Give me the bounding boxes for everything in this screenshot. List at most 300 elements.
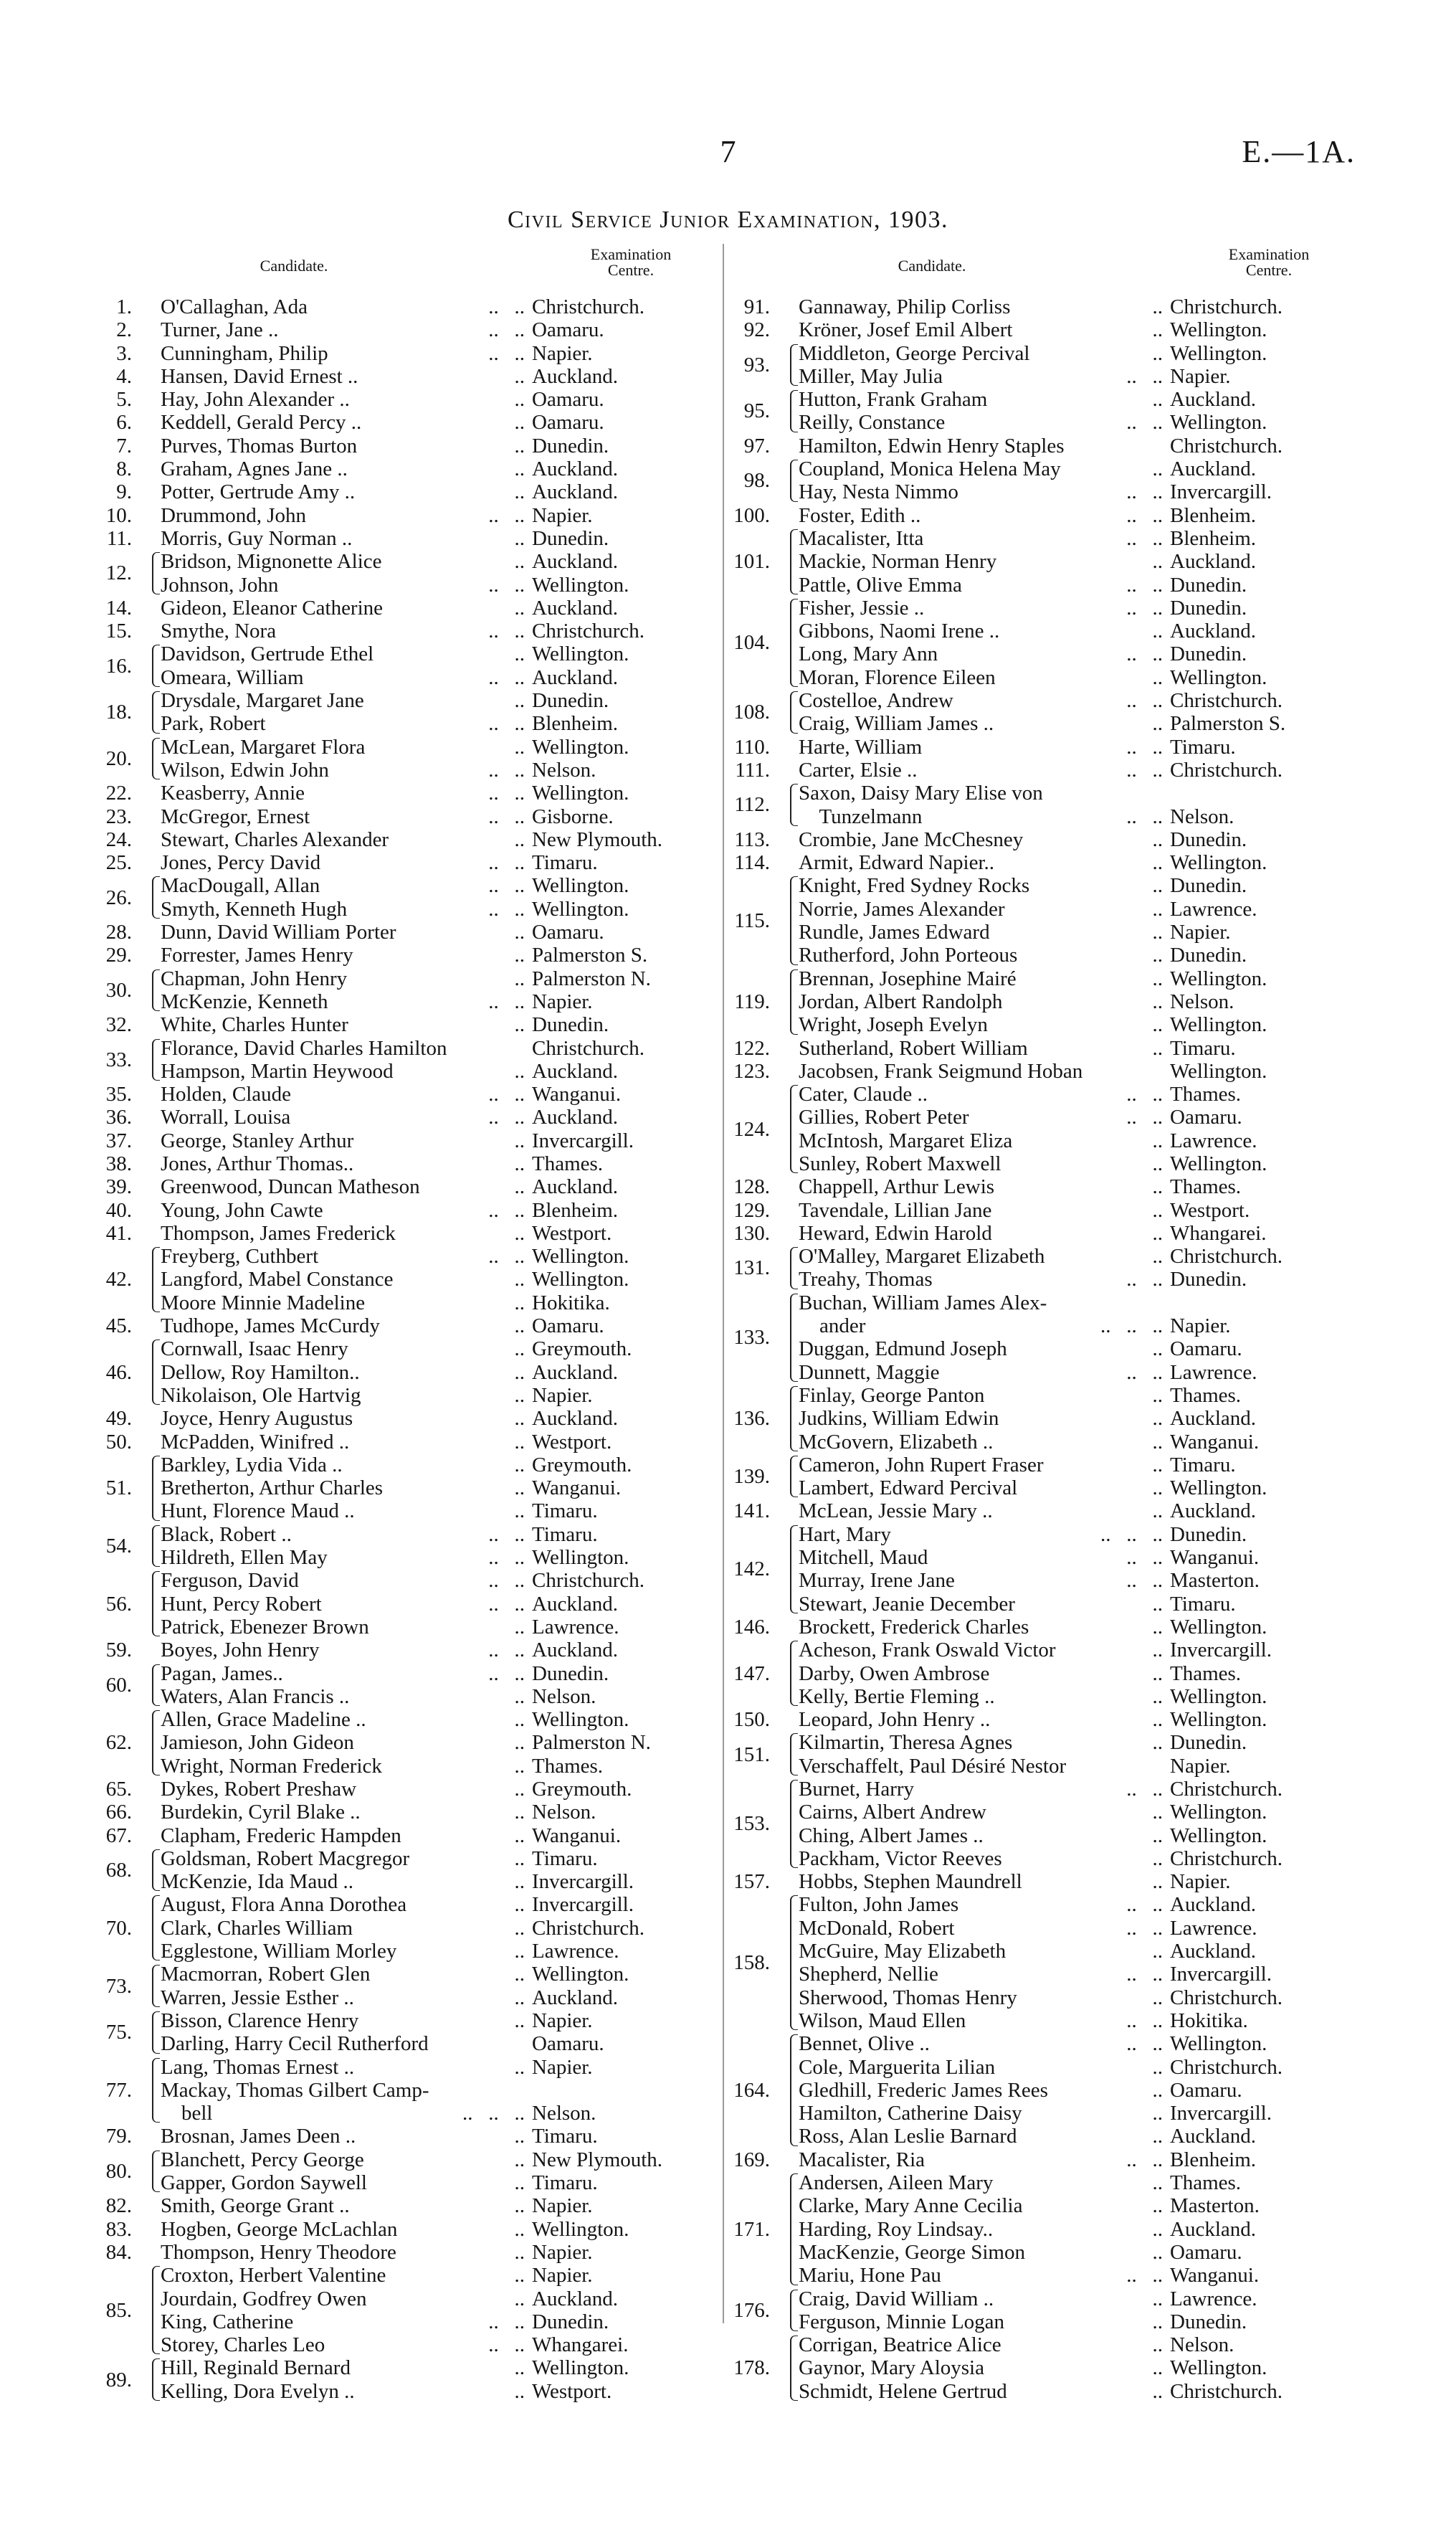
- candidate-row: [724, 1431, 1355, 1454]
- leader-dots: .. ..: [1126, 480, 1163, 504]
- examination-centre: Timaru.: [532, 1522, 598, 1546]
- candidate-entry: [86, 1454, 717, 1523]
- candidate-row: [86, 1824, 717, 1847]
- candidate-name: Cairns, Albert Andrew: [799, 1801, 986, 1824]
- leader-dots: .. ..: [488, 712, 525, 736]
- candidate-row: [86, 2264, 717, 2287]
- leader-dots: ..: [514, 1360, 525, 1384]
- candidate-name: Crombie, Jane McChesney: [799, 828, 1024, 851]
- leader-dots: ..: [1152, 897, 1163, 921]
- leader-dots: ..: [1152, 2287, 1163, 2310]
- candidate-row: [724, 1129, 1355, 1152]
- candidate-row: [724, 342, 1355, 365]
- candidate-row: [86, 1523, 717, 1546]
- candidate-name: Mariu, Hone Pau: [799, 2264, 941, 2287]
- candidate-row: [724, 805, 1355, 828]
- examination-centre: Christchurch.: [1170, 758, 1283, 782]
- candidate-row: [724, 1523, 1355, 1546]
- leader-dots: ..: [514, 1129, 525, 1152]
- rank-number: 68.: [105, 1859, 132, 1882]
- leader-dots: ..: [514, 1870, 525, 1894]
- examination-centre: Wellington.: [532, 2217, 629, 2241]
- candidate-row: [724, 712, 1355, 735]
- candidate-name: Hampson, Martin Heywood: [161, 1059, 394, 1083]
- rank-number: 35.: [105, 1083, 132, 1106]
- examination-centre: New Plymouth.: [532, 2148, 663, 2171]
- candidate-row: [724, 874, 1355, 897]
- candidate-name: Lang, Thomas Ernest ..: [161, 2055, 355, 2079]
- candidate-row: [86, 1175, 717, 1198]
- rank-number: 33.: [105, 1048, 132, 1071]
- leader-dots: ..: [514, 1013, 525, 1037]
- candidate-name: Clarke, Mary Anne Cecilia: [799, 2194, 1023, 2218]
- leader-dots: ..: [1152, 2379, 1163, 2403]
- examination-centre: Timaru.: [532, 2125, 598, 2148]
- candidate-entry: [724, 851, 1355, 874]
- candidate-name: Darby, Owen Ambrose: [799, 1661, 990, 1685]
- candidate-name: Allen, Grace Madeline ..: [161, 1708, 366, 1732]
- rank-number: 79.: [105, 2125, 132, 2148]
- candidate-name: Harding, Roy Lindsay..: [799, 2217, 994, 2241]
- candidate-name: Jordan, Albert Randolph: [799, 990, 1003, 1013]
- candidate-entry: [86, 1199, 717, 1222]
- candidate-name: Kelling, Dora Evelyn ..: [161, 2379, 355, 2403]
- candidate-row: [86, 851, 717, 874]
- leader-dots: ..: [1152, 1846, 1163, 1870]
- examination-centre: Hokitika.: [532, 1291, 610, 1314]
- examination-centre: Dunedin.: [1170, 643, 1247, 666]
- candidate-name: Keasberry, Annie: [161, 782, 305, 805]
- candidate-entry: [86, 480, 717, 503]
- candidate-row: [86, 411, 717, 434]
- candidate-row: [724, 1106, 1355, 1129]
- leader-dots: ..: [514, 735, 525, 759]
- examination-centre: Invercargill.: [1170, 2102, 1272, 2125]
- examination-centre: Wellington.: [1170, 1152, 1267, 1175]
- candidate-row: [86, 365, 717, 388]
- candidate-entry: [86, 597, 717, 620]
- candidate-entry: [86, 1708, 717, 1778]
- leader-dots: ..: [1152, 1639, 1163, 1662]
- examination-centre: Nelson.: [1170, 805, 1234, 828]
- candidate-entry: [724, 759, 1355, 782]
- candidate-name: George, Stanley Arthur: [161, 1129, 354, 1152]
- candidate-name: Thompson, Henry Theodore: [161, 2240, 396, 2264]
- candidate-name: Jacobsen, Frank Seigmund Hoban: [799, 1059, 1083, 1083]
- examination-centre: Timaru.: [1170, 1592, 1236, 1616]
- rank-number: 176.: [733, 2298, 770, 2322]
- leader-dots: ..: [514, 1940, 525, 1963]
- candidate-name: Freyberg, Cuthbert: [161, 1245, 319, 1269]
- candidate-name: Shepherd, Nellie: [799, 1963, 938, 1986]
- candidate-name: Waters, Alan Francis ..: [161, 1684, 350, 1708]
- examination-centre: Dunedin.: [1170, 573, 1247, 597]
- candidate-name: Sutherland, Robert William: [799, 1036, 1028, 1060]
- candidate-name: Ferguson, David: [161, 1569, 299, 1593]
- examination-centre: Oamaru.: [532, 318, 604, 342]
- candidate-name: Hay, Nesta Nimmo: [799, 480, 958, 504]
- candidate-name: Finlay, George Panton: [799, 1383, 985, 1407]
- candidate-name: Chappell, Arthur Lewis: [799, 1175, 995, 1199]
- candidate-name: Young, John Cawte: [161, 1198, 323, 1222]
- leader-dots: ..: [1152, 1036, 1163, 1060]
- leader-dots: ..: [1152, 851, 1163, 875]
- examination-centre: Lawrence.: [1170, 1360, 1257, 1384]
- candidate-row: [724, 1685, 1355, 1708]
- candidate-name: Long, Mary Ann: [799, 643, 938, 666]
- candidate-row: [724, 666, 1355, 689]
- leader-dots: ..: [1152, 967, 1163, 990]
- leader-dots: ..: [514, 1499, 525, 1523]
- candidate-entry: [86, 1037, 717, 1084]
- leader-dots: .. ..: [1126, 758, 1163, 782]
- rank-number: 54.: [105, 1534, 132, 1557]
- candidate-entry: [86, 782, 717, 805]
- candidate-name: McLean, Jessie Mary ..: [799, 1499, 993, 1523]
- candidate-row: [724, 1662, 1355, 1685]
- candidate-row: [86, 2310, 717, 2333]
- candidate-row: [724, 990, 1355, 1013]
- candidate-row: [724, 1268, 1355, 1291]
- candidate-entry: [86, 365, 717, 388]
- candidate-name: Kröner, Josef Emil Albert: [799, 318, 1013, 342]
- examination-centre: Napier.: [532, 2194, 593, 2218]
- right-column-header: [724, 244, 1355, 295]
- candidate-name: Forrester, James Henry: [161, 944, 353, 967]
- candidate-row: [724, 1199, 1355, 1222]
- candidate-entry: [86, 527, 717, 550]
- examination-centre: Wellington.: [1170, 1615, 1267, 1639]
- rank-number: 2.: [116, 318, 132, 342]
- candidate-header: Candidate.: [898, 257, 966, 275]
- examination-centre: Westport.: [532, 2379, 612, 2403]
- leader-dots: ..: [1152, 665, 1163, 689]
- examination-centre: Oamaru.: [1170, 2240, 1242, 2264]
- candidate-entry: [86, 388, 717, 411]
- leader-dots: ..: [514, 1824, 525, 1847]
- centre-header-text: Examination Centre.: [590, 245, 672, 279]
- examination-centre: Wanganui.: [532, 1824, 622, 1847]
- examination-centre: Wellington.: [532, 735, 629, 759]
- candidate-entry: [86, 2241, 717, 2264]
- leader-dots: ..: [514, 1291, 525, 1314]
- candidate-row: [724, 1546, 1355, 1569]
- candidate-name: Cunningham, Philip: [161, 341, 328, 365]
- leader-dots: ..: [1152, 1708, 1163, 1732]
- candidate-entry: [86, 805, 717, 828]
- leader-dots: ..: [1152, 1592, 1163, 1616]
- examination-centre: Auckland.: [532, 596, 618, 620]
- candidate-row: [724, 1384, 1355, 1407]
- leader-dots: ..: [1152, 1731, 1163, 1755]
- leader-dots: .. ..: [488, 990, 525, 1013]
- candidate-name: Bridson, Mignonette Alice: [161, 550, 382, 574]
- candidate-entry: [724, 597, 1355, 689]
- examination-centre: Blenheim.: [1170, 526, 1257, 550]
- examination-centre: Masterton.: [1170, 2194, 1260, 2218]
- candidate-entry: [86, 1013, 717, 1036]
- candidate-name: Morris, Guy Norman ..: [161, 526, 353, 550]
- candidate-row: [86, 1037, 717, 1060]
- examination-centre: Invercargill.: [532, 1129, 634, 1152]
- rank-number: 146.: [733, 1615, 770, 1639]
- candidate-entry: [724, 1639, 1355, 1708]
- candidate-row: [724, 1801, 1355, 1824]
- candidate-row: [724, 1499, 1355, 1522]
- candidate-row: [86, 1083, 717, 1106]
- candidate-name: Moore Minnie Madeline: [161, 1291, 366, 1314]
- candidate-name: Keddell, Gerald Percy ..: [161, 411, 362, 435]
- candidate-entry: [86, 944, 717, 967]
- candidate-row: [86, 574, 717, 597]
- candidate-name: Stewart, Jeanie December: [799, 1592, 1015, 1616]
- examination-centre: Napier.: [1170, 921, 1231, 944]
- candidate-row: [724, 2333, 1355, 2356]
- examination-centre: Napier.: [532, 503, 593, 527]
- leader-dots: ..: [514, 364, 525, 388]
- candidate-row: [86, 2380, 717, 2403]
- candidate-row: [86, 480, 717, 503]
- leader-dots: ..: [514, 1731, 525, 1755]
- candidate-row: [86, 1337, 717, 1360]
- candidate-row: [724, 480, 1355, 503]
- examination-centre: Dunedin.: [532, 689, 609, 713]
- examination-centre: Nelson.: [1170, 2333, 1234, 2357]
- rank-number: 115.: [734, 909, 770, 932]
- examination-centre: Oamaru.: [532, 1314, 604, 1338]
- candidate-entry: [86, 1407, 717, 1430]
- candidate-row: [86, 921, 717, 944]
- leader-dots: ..: [1152, 1129, 1163, 1152]
- rank-number: 169.: [733, 2148, 770, 2171]
- leader-dots: ..: [1152, 2356, 1163, 2380]
- candidate-row: [724, 1337, 1355, 1360]
- candidate-entry: [724, 828, 1355, 851]
- examination-centre: Wellington.: [1170, 665, 1267, 689]
- rank-number: 157.: [733, 1870, 770, 1894]
- candidate-row: [724, 1060, 1355, 1083]
- leader-dots: ..: [514, 1801, 525, 1824]
- rank-number: 49.: [105, 1407, 132, 1431]
- candidate-name: Drysdale, Margaret Jane: [161, 689, 364, 713]
- rank-number: 38.: [105, 1152, 132, 1175]
- candidate-entry: [86, 295, 717, 318]
- candidate-entry: [724, 2032, 1355, 2148]
- leader-dots: .. ..: [488, 782, 525, 805]
- leader-dots: ..: [514, 1268, 525, 1291]
- left-candidate-list: [86, 295, 717, 2403]
- candidate-row: [86, 2171, 717, 2194]
- rank-number: 62.: [105, 1731, 132, 1755]
- leader-dots: ..: [514, 1615, 525, 1639]
- examination-centre: Dunedin.: [1170, 2310, 1247, 2333]
- examination-centre: Wanganui.: [1170, 2264, 1260, 2287]
- examination-centre: Dunedin.: [1170, 1268, 1247, 1291]
- candidate-entry: [724, 2333, 1355, 2403]
- rank-number: 124.: [733, 1117, 770, 1141]
- candidate-name: Packham, Victor Reeves: [799, 1846, 1002, 1870]
- examination-centre: Auckland.: [1170, 1407, 1256, 1431]
- candidate-name: Cater, Claude ..: [799, 1083, 928, 1106]
- candidate-row: [724, 1870, 1355, 1893]
- leader-dots: ..: [514, 828, 525, 851]
- candidate-row: [86, 527, 717, 550]
- examination-centre: Auckland.: [532, 1175, 618, 1199]
- examination-centre: Westport.: [532, 1430, 612, 1454]
- candidate-entry: [724, 1708, 1355, 1731]
- candidate-name: Jones, Percy David: [161, 851, 321, 875]
- examination-centre: Napier.: [1170, 1754, 1231, 1778]
- leader-dots: .. ..: [488, 897, 525, 921]
- examination-centre: Wellington.: [532, 573, 629, 597]
- examination-centre: Timaru.: [532, 851, 598, 875]
- candidate-row: [86, 1593, 717, 1616]
- leader-dots: ..: [1152, 921, 1163, 944]
- leader-dots: .. ..: [1126, 2148, 1163, 2171]
- candidate-name: Warren, Jessie Esther ..: [161, 1986, 354, 2009]
- candidate-name: Saxon, Daisy Mary Elise von: [799, 782, 1043, 805]
- leader-dots: ..: [1152, 1175, 1163, 1199]
- leader-dots: ..: [514, 1893, 525, 1917]
- candidate-row: [86, 504, 717, 527]
- candidate-name: Darling, Harry Cecil Rutherford: [161, 2032, 429, 2056]
- rank-number: 83.: [105, 2217, 132, 2241]
- candidate-name: Turner, Jane ..: [161, 318, 279, 342]
- rank-number: 56.: [105, 1592, 132, 1616]
- rank-number: 28.: [105, 921, 132, 944]
- rank-number: 8.: [116, 457, 132, 481]
- candidate-name: Smith, George Grant ..: [161, 2194, 350, 2218]
- candidate-row: [86, 1685, 717, 1708]
- examination-centre: Nelson.: [532, 1684, 596, 1708]
- leader-dots: .. ..: [1126, 1916, 1163, 1940]
- rank-number: 95.: [743, 399, 770, 423]
- candidate-entry: [86, 411, 717, 434]
- candidate-row: [86, 1245, 717, 1268]
- leader-dots: .. ..: [1126, 573, 1163, 597]
- examination-centre: Napier.: [532, 2009, 593, 2032]
- candidate-name: McGuire, May Elizabeth: [799, 1940, 1007, 1963]
- examination-centre: Christchurch.: [532, 295, 645, 318]
- rank-number: 60.: [105, 1673, 132, 1697]
- examination-centre: Westport.: [532, 1221, 612, 1245]
- leader-dots: .. ..: [1126, 1569, 1163, 1593]
- leader-dots: ..: [1152, 550, 1163, 574]
- candidate-row: [86, 1291, 717, 1314]
- examination-centre: Blenheim.: [532, 712, 619, 736]
- candidate-row: [86, 1060, 717, 1083]
- candidate-name: Goldsman, Robert Macgregor: [161, 1846, 410, 1870]
- candidate-name: Patrick, Ebenezer Brown: [161, 1615, 369, 1639]
- candidate-name: Joyce, Henry Augustus: [161, 1407, 353, 1431]
- examination-centre: Auckland.: [532, 1986, 618, 2009]
- examination-centre: Nelson.: [532, 1801, 596, 1824]
- candidate-name: Black, Robert ..: [161, 1522, 292, 1546]
- candidate-row: [724, 1222, 1355, 1245]
- leader-dots: .. ..: [488, 318, 525, 342]
- leader-dots: ..: [514, 1916, 525, 1940]
- examination-centre: Auckland.: [532, 364, 618, 388]
- candidate-entry: [724, 1778, 1355, 1870]
- candidate-row: [86, 2079, 717, 2102]
- candidate-row: [724, 1454, 1355, 1476]
- examination-centre: Dunedin.: [1170, 944, 1247, 967]
- leader-dots: ..: [1152, 1013, 1163, 1037]
- candidate-entry: [724, 1175, 1355, 1198]
- candidate-name: Heward, Edwin Harold: [799, 1221, 992, 1245]
- rank-number: 14.: [105, 596, 132, 620]
- candidate-name: Park, Robert: [161, 712, 266, 736]
- rank-number: 3.: [116, 341, 132, 365]
- rank-number: 20.: [105, 746, 132, 770]
- candidate-row: [86, 712, 717, 735]
- leader-dots: ..: [514, 2125, 525, 2148]
- candidate-row: [724, 736, 1355, 759]
- examination-centre: Christchurch.: [1170, 2379, 1283, 2403]
- candidate-name: Nikolaison, Ole Hartvig: [161, 1383, 361, 1407]
- leader-dots: ..: [1152, 2240, 1163, 2264]
- candidate-row: [724, 457, 1355, 480]
- candidate-row: [724, 1917, 1355, 1940]
- candidate-row: [724, 1083, 1355, 1106]
- candidate-name: Worrall, Louisa: [161, 1106, 291, 1129]
- candidate-row: [724, 1013, 1355, 1036]
- candidate-entry: [724, 874, 1355, 967]
- candidate-name: Boyes, John Henry: [161, 1639, 320, 1662]
- examination-centre: Dunedin.: [532, 1661, 609, 1685]
- rank-number: 39.: [105, 1175, 132, 1199]
- candidate-row: [86, 1106, 717, 1129]
- candidate-name: Greenwood, Duncan Matheson: [161, 1175, 420, 1199]
- candidate-entry: [724, 435, 1355, 457]
- candidate-name: bell: [161, 2102, 213, 2125]
- leader-dots: .. ..: [488, 1522, 525, 1546]
- candidate-name: Gannaway, Philip Corliss: [799, 295, 1011, 318]
- candidate-name: Burdekin, Cyril Blake ..: [161, 1801, 361, 1824]
- examination-centre: Oamaru.: [1170, 2078, 1242, 2102]
- candidate-row: [724, 1361, 1355, 1384]
- leader-dots: .. ..: [488, 1106, 525, 1129]
- candidate-entry: [724, 2148, 1355, 2171]
- candidate-entry: [724, 1245, 1355, 1291]
- candidate-name: Craig, David William ..: [799, 2287, 994, 2310]
- leader-dots: ..: [514, 480, 525, 504]
- candidate-name: McPadden, Winifred ..: [161, 1430, 350, 1454]
- examination-centre: Christchurch.: [1170, 689, 1283, 713]
- rank-number: 4.: [116, 364, 132, 388]
- examination-centre: Lawrence.: [532, 1940, 619, 1963]
- examination-centre: Christchurch.: [1170, 1986, 1283, 2009]
- candidate-name: Macalister, Itta: [799, 526, 924, 550]
- leader-dots: .. ..: [488, 1569, 525, 1593]
- candidate-row: [724, 620, 1355, 643]
- candidate-name: O'Malley, Margaret Elizabeth: [799, 1245, 1045, 1269]
- candidate-name: Cameron, John Rupert Fraser: [799, 1453, 1044, 1476]
- candidate-name: Harte, William: [799, 735, 923, 759]
- leader-dots: ..: [1152, 1801, 1163, 1824]
- leader-dots: .. ..: [488, 1546, 525, 1570]
- candidate-name: Hill, Reginald Bernard: [161, 2356, 351, 2380]
- leader-dots: ..: [1152, 1337, 1163, 1361]
- rank-number: 40.: [105, 1198, 132, 1222]
- examination-centre: Dunedin.: [1170, 1522, 1247, 1546]
- examination-centre: Auckland.: [532, 665, 618, 689]
- leader-dots: ..: [1152, 2217, 1163, 2241]
- candidate-name: Judkins, William Edwin: [799, 1407, 999, 1431]
- candidate-row: [724, 597, 1355, 620]
- candidate-name: Stewart, Charles Alexander: [161, 828, 389, 851]
- candidate-row: [86, 944, 717, 967]
